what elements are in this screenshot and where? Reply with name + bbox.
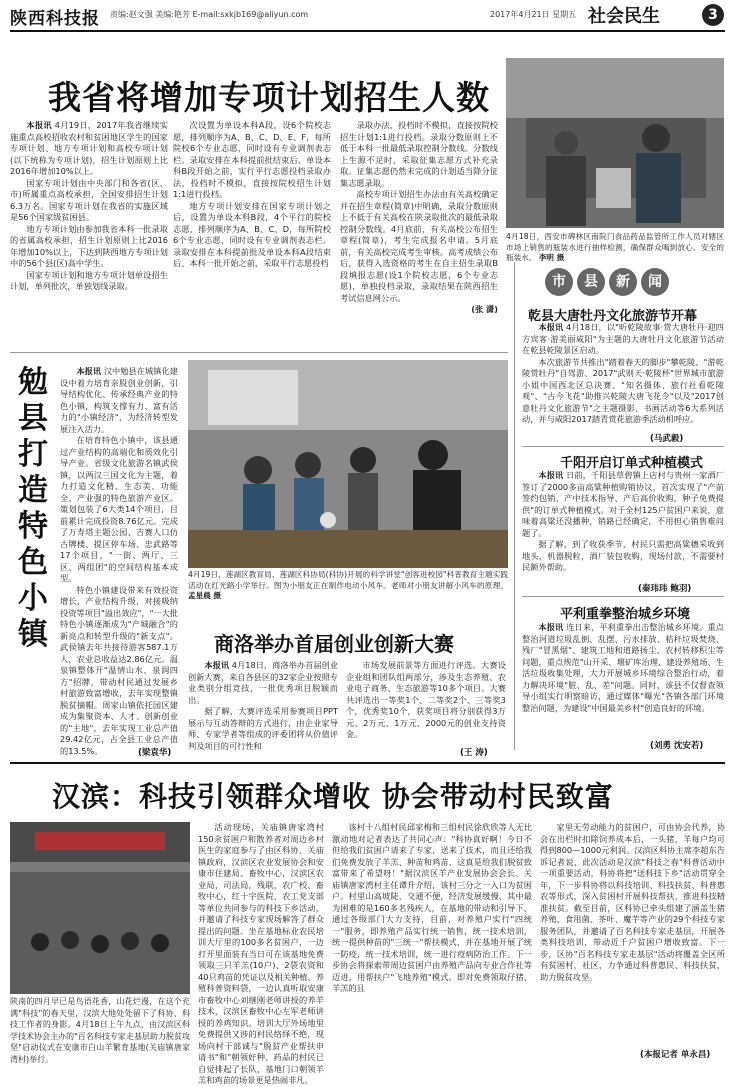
story-title-qianxian: 乾县大唐牡丹文化旅游节开幕 xyxy=(528,309,698,324)
paragraph: 汉中勉县在城镇化建设中着力培育亲股创业创新，引导结构优化、传承经典产业的特色小镇，构筑支撑有力、富有活力的"小镇经济"，为经济转型发展注入活力。 xyxy=(60,366,178,434)
banner-char: 闻 xyxy=(641,268,669,296)
story-qianyang xyxy=(522,470,724,582)
main-article-col3 xyxy=(340,120,498,340)
caption-text: 4月19日，莲湖区教育局、莲湖区科协局(科协)开展的科学讲堂"创客进校园"科普教育主题实践活动在红光路小学举行。图为小朋友正在制作电动小风车。老师对小朋友讲解小风车的原理。 xyxy=(188,570,508,590)
paragraph: 录取办法，投档时不模拟，直接按院校招生计划1:1进行投档。录取分数原则上不低于本科一批最低录取控制分数线。分数线上生源不足时，采取征集志愿方式补充录取。征集志愿仍然未完成的计划适当降分征集志愿录取。 xyxy=(340,120,498,188)
title-char: 造 xyxy=(18,473,48,508)
story-title-qianyang: 千阳开启订单式种植模式 xyxy=(560,456,704,471)
title-char: 小 xyxy=(18,581,48,616)
paragraph: 地方专项计划由参加我省本科一批录取的省属高校承担，招生计划原则上比2016年增加10%以上，下达到陕西地方专项计划中的56个县(区)高中学生。 xyxy=(10,223,168,268)
paper-name: 陕西科技报 xyxy=(10,9,100,29)
hanbin-headline: 汉滨：科技引领群众增收 协会带动村民致富 xyxy=(52,780,614,813)
classroom-photo xyxy=(188,360,508,568)
inspection-photo-image xyxy=(506,58,724,228)
banner-char: 市 xyxy=(545,268,573,296)
paragraph: 特色小镇建设带来有效投资增长，产业结构升级，对接吸纳投资等项目"溢出效应"，"一大批特色小镇逐渐成为"产城融合"的新亮点和转型升级的"新支点"。武侯镇去年共接待游客587.1万人，农业总收益达2.86亿元。温泉镇整体开"温情山水、泉润四方"招牌，带动村民通过发展乡村旅游致富增收，去年实现整镇脱贫摘帽。周家山镇依托园区建成为集聚资本、人才、创新创业的"主地"，去年实现工业总产值29.42亿元，占全县工业总产值的13.5%。 xyxy=(60,584,178,756)
hanbin-col2 xyxy=(198,822,324,1085)
classroom-photo-image xyxy=(188,360,508,568)
editor-credits: 责编:赵文强 美编:艳芳 E-mail:sxkjb169@aliyun.com xyxy=(110,10,309,19)
main-article-col1 xyxy=(10,120,168,390)
paragraph: 连日来，平利重拳出击整治城乡环境。重点整治河道垃圾乱倒、乱摆、污水排放、秸秆垃圾焚烧、残厂"冒黑烟"、建筑工地和道路扬尘、农村转移积尘等问题，重点规范"山开采、堰矿库治理、建设养殖场、生活垃圾收集处理，大力开展城乡环境综合整治行动，着力解决环境"脏、乱、差"问题。同时，该县不仅督查领导小组实行明察暗访，通过媒体"曝光"各镇各部门环境整治问题，为建设"中国最美乡村"创造良好的环境。 xyxy=(522,622,724,713)
paragraph: 本次旅游节共推出"踏着春天的脚步"攀乾陵、"游乾陵赏牡丹"自驾游、2017"武则天·乾陵杯"世界城市旅游小姐中国西北区总决赛、"知名摄体、旅行社看乾陵观"、"古今飞花"助推兴乾陵大唐飞花令"以及"2017创意牡丹文化旅游节"之主题摄影、书画活动等6大系列活动，并与咸阳2017踏青赏花旅游季活动相呼应。 xyxy=(522,356,724,424)
inspection-photo xyxy=(506,58,724,228)
paragraph: 次设置为单设本科A段，设6个院校志愿，排列顺序为A、B、C、D、E、F，每所院校6个专业志愿，同时设有专业调剂表志栏。录取安排在本科提前批结束后、单设本科B段开始之前，实行平行志愿投档录取办法，投档时不模拟，直接按院校招生计划1:1进行投档。 xyxy=(173,120,331,199)
byline: (刘勇 沈安若) xyxy=(650,741,704,751)
divider xyxy=(522,596,724,597)
paragraph: 据了解，到了收获季节，村民只需把高粱穗采收到地头，机器脱粒，酒厂装包收购，现场付款，不需要村民额外帮助。 xyxy=(522,539,724,572)
story-pingli xyxy=(522,622,724,739)
paragraph: 4月19日，2017年我省继续实施重点高校招收农村和贫困地区学生的国家专项计划、地方专项计划和高校专项计划(以下统称为专项计划)，招生计划原则上比2016年增加10%以上。 xyxy=(10,120,168,176)
title-char: 色 xyxy=(18,545,48,580)
title-char: 特 xyxy=(18,509,48,544)
byline: (本报记者 单永昌) xyxy=(640,1050,711,1060)
paragraph: 家里无劳动能力的贫困户，可由协会代养，协会在出栏时扣除饲养成本后，一头猪，羊每户均可得到800—1000元利润。汉滨区科协主席李超东告诉记者说，此次活动是汉滨"科技之春"科普活动中一项重要活动，科协将把"送科技下乡"活动贯穿全年，下一步科协将以科技培训、科技扶贫、科普惠农等形式，深入贫困村开展科技帮扶，推进科技精准扶贫。截至目前，区科协已牵头组建了涵盖生猪养殖、食用菌、茶叶、魔芋等产业的29个科技专家服务团队，并邀请了百名科技专家走基层，开展各类科技培训，带动近千户贫困户增收致富。下一步，区协"百名科技专家走基层"活动将覆盖全区所有贫困村，社区，力争通过科普惠民、科技扶贫，助力脱贫攻坚。 xyxy=(540,822,725,982)
dateline: 2017年4月21日 星期五 xyxy=(490,10,577,19)
paragraph: 该村十八组村民邱家梅和三组村民徐欣欣等人无比激动地对记者表达了共同心声："科协真好啊！今日不但给我们贫困户请来了专家，送来了技术，而且还给我们免费发放了羊羔、种苗和鸡苗，这真是给我们脱贫致富带来了希望呀！"据汉滨区羊产业发展协会会长、关庙镇唐家湾村主任谭升介绍，该村三分之一入口为贫困户。村里山高坡陡，交通不便，经济发展缓慢，其中最为困难的是160多名残疾人，在基地的带动和引导下，通过各级部门大力支持，目前，对养殖户实行"四统一"服务，即养殖产品实行统一销售，统一技术培训，统一提供种苗的"三统一"帮扶模式，并在基地开展了统一防疫，统一技术培训，统一进行疫病防治工作。下一步协会将探索带周边贫困户由养殖产品向专业合作社等迈进，用帮扶户"飞地养殖"模式。即对免费领取仔猪、羊羔的且 xyxy=(332,822,532,993)
column-divider xyxy=(514,262,515,750)
mian-county-vertical-title xyxy=(18,365,56,653)
banner-char: 新 xyxy=(609,268,637,296)
hanbin-col4 xyxy=(540,822,725,1046)
masthead xyxy=(0,0,735,40)
hanbin-col3 xyxy=(332,822,532,1058)
divider xyxy=(10,352,508,353)
page-number: 3 xyxy=(702,4,724,26)
byline: (梁袁华) xyxy=(138,748,172,758)
paragraph: 国家专项计划和地方专项计划单设招生计划，单列批次，单独划线录取。 xyxy=(10,269,168,291)
main-headline: 我省将增加专项计划招生人数 xyxy=(48,78,490,117)
lead-tag: 本报讯 xyxy=(538,622,564,632)
main-article-col2 xyxy=(173,120,331,340)
title-char: 打 xyxy=(18,437,48,472)
divider xyxy=(522,446,724,447)
shangluo-col2 xyxy=(346,660,506,745)
lead-tag: 本报讯 xyxy=(26,120,52,130)
shangluo-headline: 商洛举办首届创业创新大赛 xyxy=(214,632,454,656)
lead-tag: 本报讯 xyxy=(204,660,230,670)
photo-credit: 李明 摄 xyxy=(538,253,565,262)
paragraph: 4月18日，商洛举办首届创业创新大赛，来自各县区的32家企业按照专业类别分组竞技，一批优秀项目脱颖而出。 xyxy=(188,660,338,705)
paragraph: 高校专项计划招生办法由有关高校确定并在招生章程(简章)中明确，录取分数原则上不低于有关高校在陕录取批次的最低录取控制分数线。4月底前，有关高校公布招生章程(简章)，考生完成报名申请。5月底前，有关高校完成考生审核。高考成绩公布后，获得入选资格的考生在自主招生录取B段填报志愿(设1个院校志愿，6个专业志愿)，单独投档录取，录取结果在陕西招生考试信息网公示。 xyxy=(340,189,498,303)
byline: (张 潇) xyxy=(471,304,498,314)
title-char: 镇 xyxy=(18,617,48,652)
paragraph: 地方专项计划安排在国家专项计划之后，设置为单设本科B段，4个平行的院校志愿，排列顺序为A、B、C、D，每所院校6个专业志愿，同时设有专业调剂表志栏。录取安排在本科提前批及单设本科A段结束后、本科一批开始之前，采取平行志愿投档 xyxy=(173,200,331,268)
paragraph: 国家专项计划由中央部门和各省(区、市)所属重点高校承担，全国安排招生计划6.3万名。国家专项计划在我省的实施区域是56个国家级贫困县。 xyxy=(10,177,168,222)
lead-tag: 本报讯 xyxy=(76,366,102,376)
ceremony-photo-caption: 陕南的四月早已是鸟语花香，山花烂漫，在这个充满"科技"的春天里，汉滨大地处处留下了科协、科技工作者的身影。4月18日上午九点，由汉滨区科学技术协会主办的"百名科技专家走基层助力脱贫攻坚"启动仪式在安康市白山羊繁育基地(关庙镇唐家湾村)举行。 xyxy=(10,997,190,1064)
title-char: 勉 xyxy=(18,365,48,400)
shangluo-col1 xyxy=(188,660,338,755)
ceremony-photo-image xyxy=(10,822,190,994)
ceremony-photo xyxy=(10,822,190,994)
paragraph: 4月18日，以"昕乾陵故事·赏大唐牡丹·迎四方宾客·游美丽咸阳"为主题的大唐牡丹文化旅游节活动在乾县乾陵景区启动。 xyxy=(522,322,724,355)
photo-credit: 孟星晨 摄 xyxy=(188,591,222,600)
caption-text: 4月18日，西安市碑林区南院门食品药品监管所工作人员对辖区市场上销售的瓶装水进行抽样检测，确保群众喝到放心、安全的瓶装水。 xyxy=(506,232,724,262)
paragraph: 日前，千阳县草碧镇上店村与贵州一家酒厂签订了2000多亩高粱种植购销协议，首次实现了"产前签约包销、产中技术指导、产后高价收购，种子免费提供"的订单式种植模式。对于全村125户贫困户来说，意味着高粱还没播种，销路已经确定，不用担心销售难问题了。 xyxy=(522,470,724,538)
city-news-banner xyxy=(545,268,695,298)
section-rule xyxy=(10,762,725,764)
byline: (马武毅) xyxy=(650,434,684,444)
paragraph: 据了解，大赛评选采用参赛项目PPT展示与互动答辩的方式进行，由企业家导师、专家学者等组成的评委团将从价值评判及项目的可行性和 xyxy=(188,706,338,751)
lead-tag: 本报讯 xyxy=(538,470,564,480)
masthead-rule xyxy=(10,30,725,32)
classroom-photo-caption xyxy=(188,570,508,604)
banner-char: 县 xyxy=(577,268,605,296)
section-title: 社会民生 xyxy=(588,6,660,27)
paragraph: 市场发展前景等方面进行评选。大赛设企业组和团队组两部分，涉及生态养殖、农业电子商务、生态旅游等10多个项目。大赛共评选出一等奖1个、二等奖2个、三等奖3个，优秀奖10个，获奖项目将分别获得3万元、2万元、1万元、2000元的创业支持资金。 xyxy=(346,660,506,739)
lead-tag: 本报讯 xyxy=(538,322,564,332)
paragraph: 在培育特色小镇中，该县通过产业结构的高端化和质效化引导产业。省级文化旅游名镇武侯镇，以两汉三国文化为主题，着力打造文化精、生态美、功能全、产业强的特色旅游产业区。策划包装了6大类14个项目，目前累计完成投资8.76亿元。完成了万寿塔主题公园、吉赛人口仿古牌楼、提区停车场、忠武路等17个项目，"一街、两厅、三区、两组团"的空间结构基本成型。 xyxy=(60,435,178,583)
title-char: 县 xyxy=(18,401,48,436)
story-title-pingli: 平利重拳整治城乡环境 xyxy=(560,607,691,622)
byline: (秦玮玮 鲍羽) xyxy=(638,584,692,594)
paragraph: 活动现场，关庙镇唐家湾村150余贫困户和散养者对周边乡村医生的家庭参与了由区科协、关庙镇政府，汉滨区农业发展协会和安康市住建局、畜牧中心，汉滨区农业局，司法局，残联，农广校、畜牧中心，红十字医院、农工党支部等单位共同参与的科技下乡活动，并邀请了科技专家现场解答了群众提出的问题。坐在基地标业农民培训大厅里的100多名贫困户，一边打开里面装有当日可在该基地免费领取三只羊羔(10户)、2袋农资和40只鸡苗的凭证以及相关种植、养殖科普资料袋，一边认真听取安康市畜牧中心刘继刚老师讲授的养羊技术，汉滨区畜牧中心左军老师讲授的养鸡知识。培训大厅外场地里免费提供又涉的村民络绎不绝，现场向村干部诚与"脱贫产业帮扶申请书"和"朝领好种、药品的村民已自觉排起了长队，基地门口朝领羊羔和鸡苗的场景更是热闹非凡。 xyxy=(198,822,324,1085)
inspection-photo-caption xyxy=(506,232,724,266)
story-qianxian xyxy=(522,322,724,432)
byline: (王 涛) xyxy=(460,748,488,758)
